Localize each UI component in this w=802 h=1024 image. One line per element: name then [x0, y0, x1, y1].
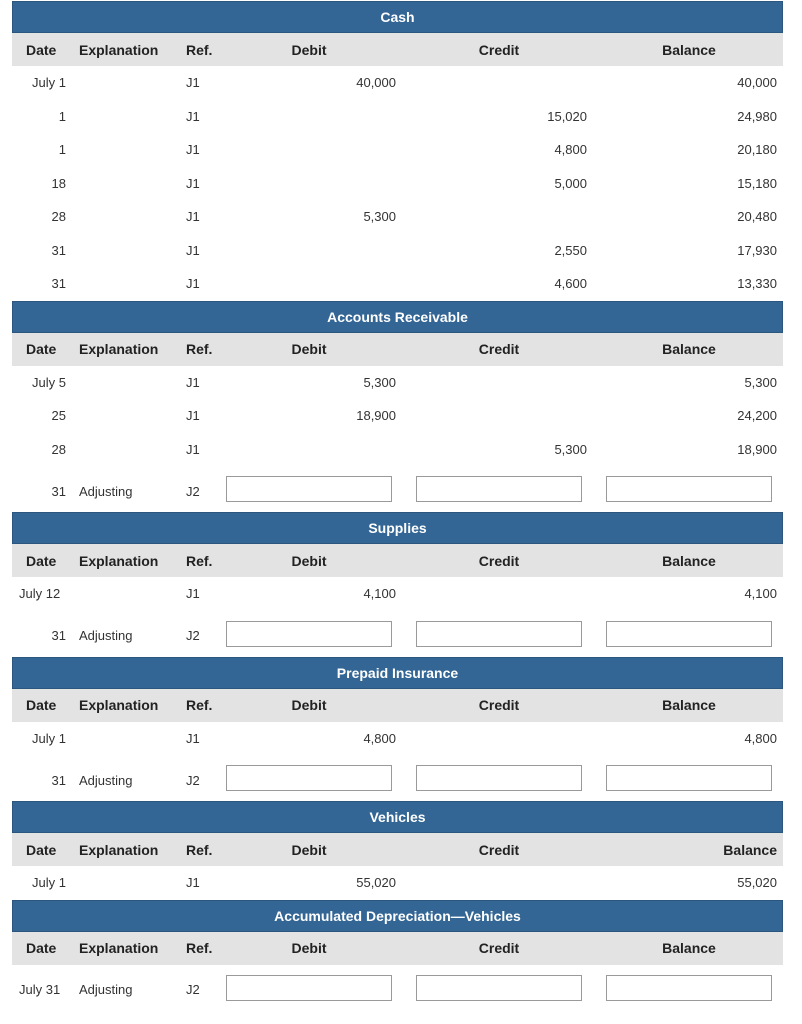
header-debit: Debit	[291, 841, 327, 858]
row-explanation	[79, 133, 173, 167]
row-credit	[416, 366, 587, 400]
row-ref: J1	[186, 175, 200, 191]
row-date: 31	[51, 276, 66, 292]
header-date: Date	[26, 940, 57, 956]
row-balance: 4,100	[744, 586, 777, 602]
row-debit	[226, 234, 396, 268]
row-debit	[226, 267, 396, 301]
ledger-2	[12, 512, 783, 657]
adjusting-balance-input[interactable]	[606, 476, 772, 502]
adjusting-explanation: Adjusting	[79, 772, 133, 788]
row-credit	[416, 577, 587, 611]
adjusting-ref: J2	[186, 483, 200, 499]
row-credit	[416, 399, 587, 433]
row-ref: J1	[186, 242, 200, 258]
adjusting-row	[12, 611, 783, 657]
row-debit	[226, 433, 396, 467]
adjusting-debit-input[interactable]	[226, 476, 392, 502]
column-header-row	[12, 333, 783, 366]
row-debit: 5,300	[363, 374, 396, 390]
row-balance: 18,900	[737, 441, 777, 457]
adjusting-credit-input[interactable]	[416, 765, 582, 791]
header-credit: Credit	[478, 341, 520, 357]
header-balance: Balance	[662, 341, 716, 357]
row-date: 1	[58, 142, 66, 158]
ledger-row	[12, 366, 783, 400]
row-date: July 1	[32, 875, 66, 891]
adjusting-credit-input[interactable]	[416, 476, 582, 502]
header-ref: Ref.	[186, 940, 213, 956]
header-credit: Credit	[478, 41, 520, 58]
header-debit: Debit	[291, 341, 327, 357]
row-explanation	[79, 433, 173, 467]
header-debit: Debit	[291, 697, 327, 713]
column-header-row	[12, 689, 783, 722]
adjusting-explanation: Adjusting	[79, 982, 133, 997]
row-ref: J1	[186, 875, 200, 891]
ledger-5	[12, 900, 783, 1011]
ledger-row	[12, 100, 783, 134]
adjusting-ref: J2	[186, 628, 200, 643]
row-date: July 1	[32, 730, 66, 746]
row-ref: J1	[186, 75, 200, 91]
header-credit: Credit	[478, 697, 520, 713]
adjusting-explanation: Adjusting	[79, 628, 133, 643]
row-explanation	[79, 100, 173, 134]
row-debit: 55,020	[356, 875, 396, 891]
adjusting-balance-input[interactable]	[606, 975, 772, 1001]
row-debit	[226, 100, 396, 134]
row-credit: 5,000	[554, 175, 587, 191]
adjusting-date: 31	[51, 483, 66, 499]
header-explanation: Explanation	[79, 41, 159, 58]
row-balance: 40,000	[737, 75, 777, 91]
adjusting-balance-input[interactable]	[606, 765, 772, 791]
adjusting-date: 31	[51, 772, 66, 788]
row-ref: J1	[186, 276, 200, 292]
ledger-row	[12, 66, 783, 100]
row-credit	[416, 66, 587, 100]
header-date: Date	[26, 341, 57, 357]
row-explanation	[79, 577, 173, 611]
ledger-title: Accounts Receivable	[12, 301, 783, 333]
header-explanation: Explanation	[79, 940, 159, 956]
row-ref: J1	[186, 408, 200, 424]
column-header-row	[12, 833, 783, 866]
adjusting-debit-input[interactable]	[226, 765, 392, 791]
adjusting-debit-input[interactable]	[226, 621, 392, 647]
column-header-row	[12, 932, 783, 965]
row-balance: 55,020	[737, 875, 777, 891]
row-credit: 2,550	[554, 242, 587, 258]
ledger-title: Cash	[12, 1, 783, 33]
row-credit: 15,020	[547, 108, 587, 124]
header-explanation: Explanation	[79, 697, 159, 713]
header-explanation: Explanation	[79, 552, 159, 569]
row-credit	[416, 866, 587, 900]
header-explanation: Explanation	[79, 341, 159, 357]
header-debit: Debit	[291, 940, 327, 956]
adjusting-credit-input[interactable]	[416, 975, 582, 1001]
row-debit: 5,300	[363, 209, 396, 225]
row-date: 1	[58, 108, 66, 124]
adjusting-date: July 31	[19, 982, 61, 997]
row-explanation	[79, 866, 173, 900]
ledger-1	[12, 301, 783, 513]
row-credit: 5,300	[554, 441, 587, 457]
header-date: Date	[26, 552, 57, 569]
column-header-row	[12, 33, 783, 66]
adjusting-debit-input[interactable]	[226, 975, 392, 1001]
header-ref: Ref.	[186, 552, 213, 569]
header-date: Date	[26, 41, 57, 58]
ledger-row	[12, 866, 783, 900]
ledger-row	[12, 234, 783, 268]
ledger-sheet	[12, 1, 783, 1011]
row-balance: 5,300	[744, 374, 777, 390]
adjusting-ref: J2	[186, 982, 200, 997]
ledger-row	[12, 200, 783, 234]
row-credit	[416, 200, 587, 234]
row-debit	[226, 133, 396, 167]
row-explanation	[79, 167, 173, 201]
row-balance: 13,330	[737, 276, 777, 292]
row-balance: 20,480	[737, 209, 777, 225]
header-credit: Credit	[478, 841, 520, 858]
row-explanation	[79, 66, 173, 100]
adjusting-ref: J2	[186, 772, 200, 788]
ledger-0	[12, 1, 783, 301]
header-balance: Balance	[723, 841, 777, 858]
row-balance: 24,980	[737, 108, 777, 124]
ledger-4	[12, 801, 783, 900]
row-ref: J1	[186, 730, 200, 746]
row-balance: 24,200	[737, 408, 777, 424]
header-explanation: Explanation	[79, 841, 159, 858]
row-ref: J1	[186, 108, 200, 124]
row-balance: 4,800	[744, 730, 777, 746]
row-debit: 40,000	[356, 75, 396, 91]
row-date: 28	[51, 441, 66, 457]
header-debit: Debit	[291, 41, 327, 58]
row-ref: J1	[186, 374, 200, 390]
ledger-row	[12, 722, 783, 756]
header-ref: Ref.	[186, 341, 213, 357]
row-explanation	[79, 366, 173, 400]
row-explanation	[79, 399, 173, 433]
column-header-row	[12, 544, 783, 577]
adjusting-balance-input[interactable]	[606, 621, 772, 647]
header-balance: Balance	[662, 552, 716, 569]
header-date: Date	[26, 841, 57, 858]
header-ref: Ref.	[186, 697, 213, 713]
row-ref: J1	[186, 142, 200, 158]
adjusting-row	[12, 466, 783, 512]
row-ref: J1	[186, 586, 200, 602]
row-credit: 4,800	[554, 142, 587, 158]
row-date: July 12	[19, 586, 61, 602]
row-debit: 4,800	[363, 730, 396, 746]
ledger-title: Accumulated Depreciation—Vehicles	[12, 900, 783, 932]
ledger-3	[12, 657, 783, 802]
adjusting-date: 31	[51, 628, 66, 643]
row-explanation	[79, 267, 173, 301]
adjusting-explanation: Adjusting	[79, 483, 133, 499]
row-credit: 4,600	[554, 276, 587, 292]
ledger-row	[12, 167, 783, 201]
row-ref: J1	[186, 441, 200, 457]
row-debit	[226, 167, 396, 201]
ledger-title: Supplies	[12, 512, 783, 544]
ledger-row	[12, 399, 783, 433]
header-ref: Ref.	[186, 841, 213, 858]
header-ref: Ref.	[186, 41, 213, 58]
row-balance: 15,180	[737, 175, 777, 191]
row-explanation	[79, 722, 173, 756]
row-explanation	[79, 234, 173, 268]
header-credit: Credit	[478, 940, 520, 956]
ledger-title: Vehicles	[12, 801, 783, 833]
ledger-title: Prepaid Insurance	[12, 657, 783, 689]
row-ref: J1	[186, 209, 200, 225]
adjusting-row	[12, 755, 783, 801]
ledger-row	[12, 267, 783, 301]
row-balance: 20,180	[737, 142, 777, 158]
row-date: July 1	[32, 75, 66, 91]
row-debit: 18,900	[356, 408, 396, 424]
row-date: 25	[51, 408, 66, 424]
ledger-row	[12, 133, 783, 167]
header-balance: Balance	[662, 697, 716, 713]
ledger-row	[12, 577, 783, 611]
row-explanation	[79, 200, 173, 234]
ledger-row	[12, 433, 783, 467]
row-date: 18	[51, 175, 66, 191]
header-credit: Credit	[478, 552, 520, 569]
row-debit: 4,100	[363, 586, 396, 602]
row-credit	[416, 722, 587, 756]
header-debit: Debit	[291, 552, 327, 569]
adjusting-row	[12, 965, 783, 1011]
header-date: Date	[26, 697, 57, 713]
row-date: July 5	[32, 374, 66, 390]
row-date: 28	[51, 209, 66, 225]
row-balance: 17,930	[737, 242, 777, 258]
row-date: 31	[51, 242, 66, 258]
adjusting-credit-input[interactable]	[416, 621, 582, 647]
header-balance: Balance	[662, 41, 716, 58]
header-balance: Balance	[662, 940, 716, 956]
